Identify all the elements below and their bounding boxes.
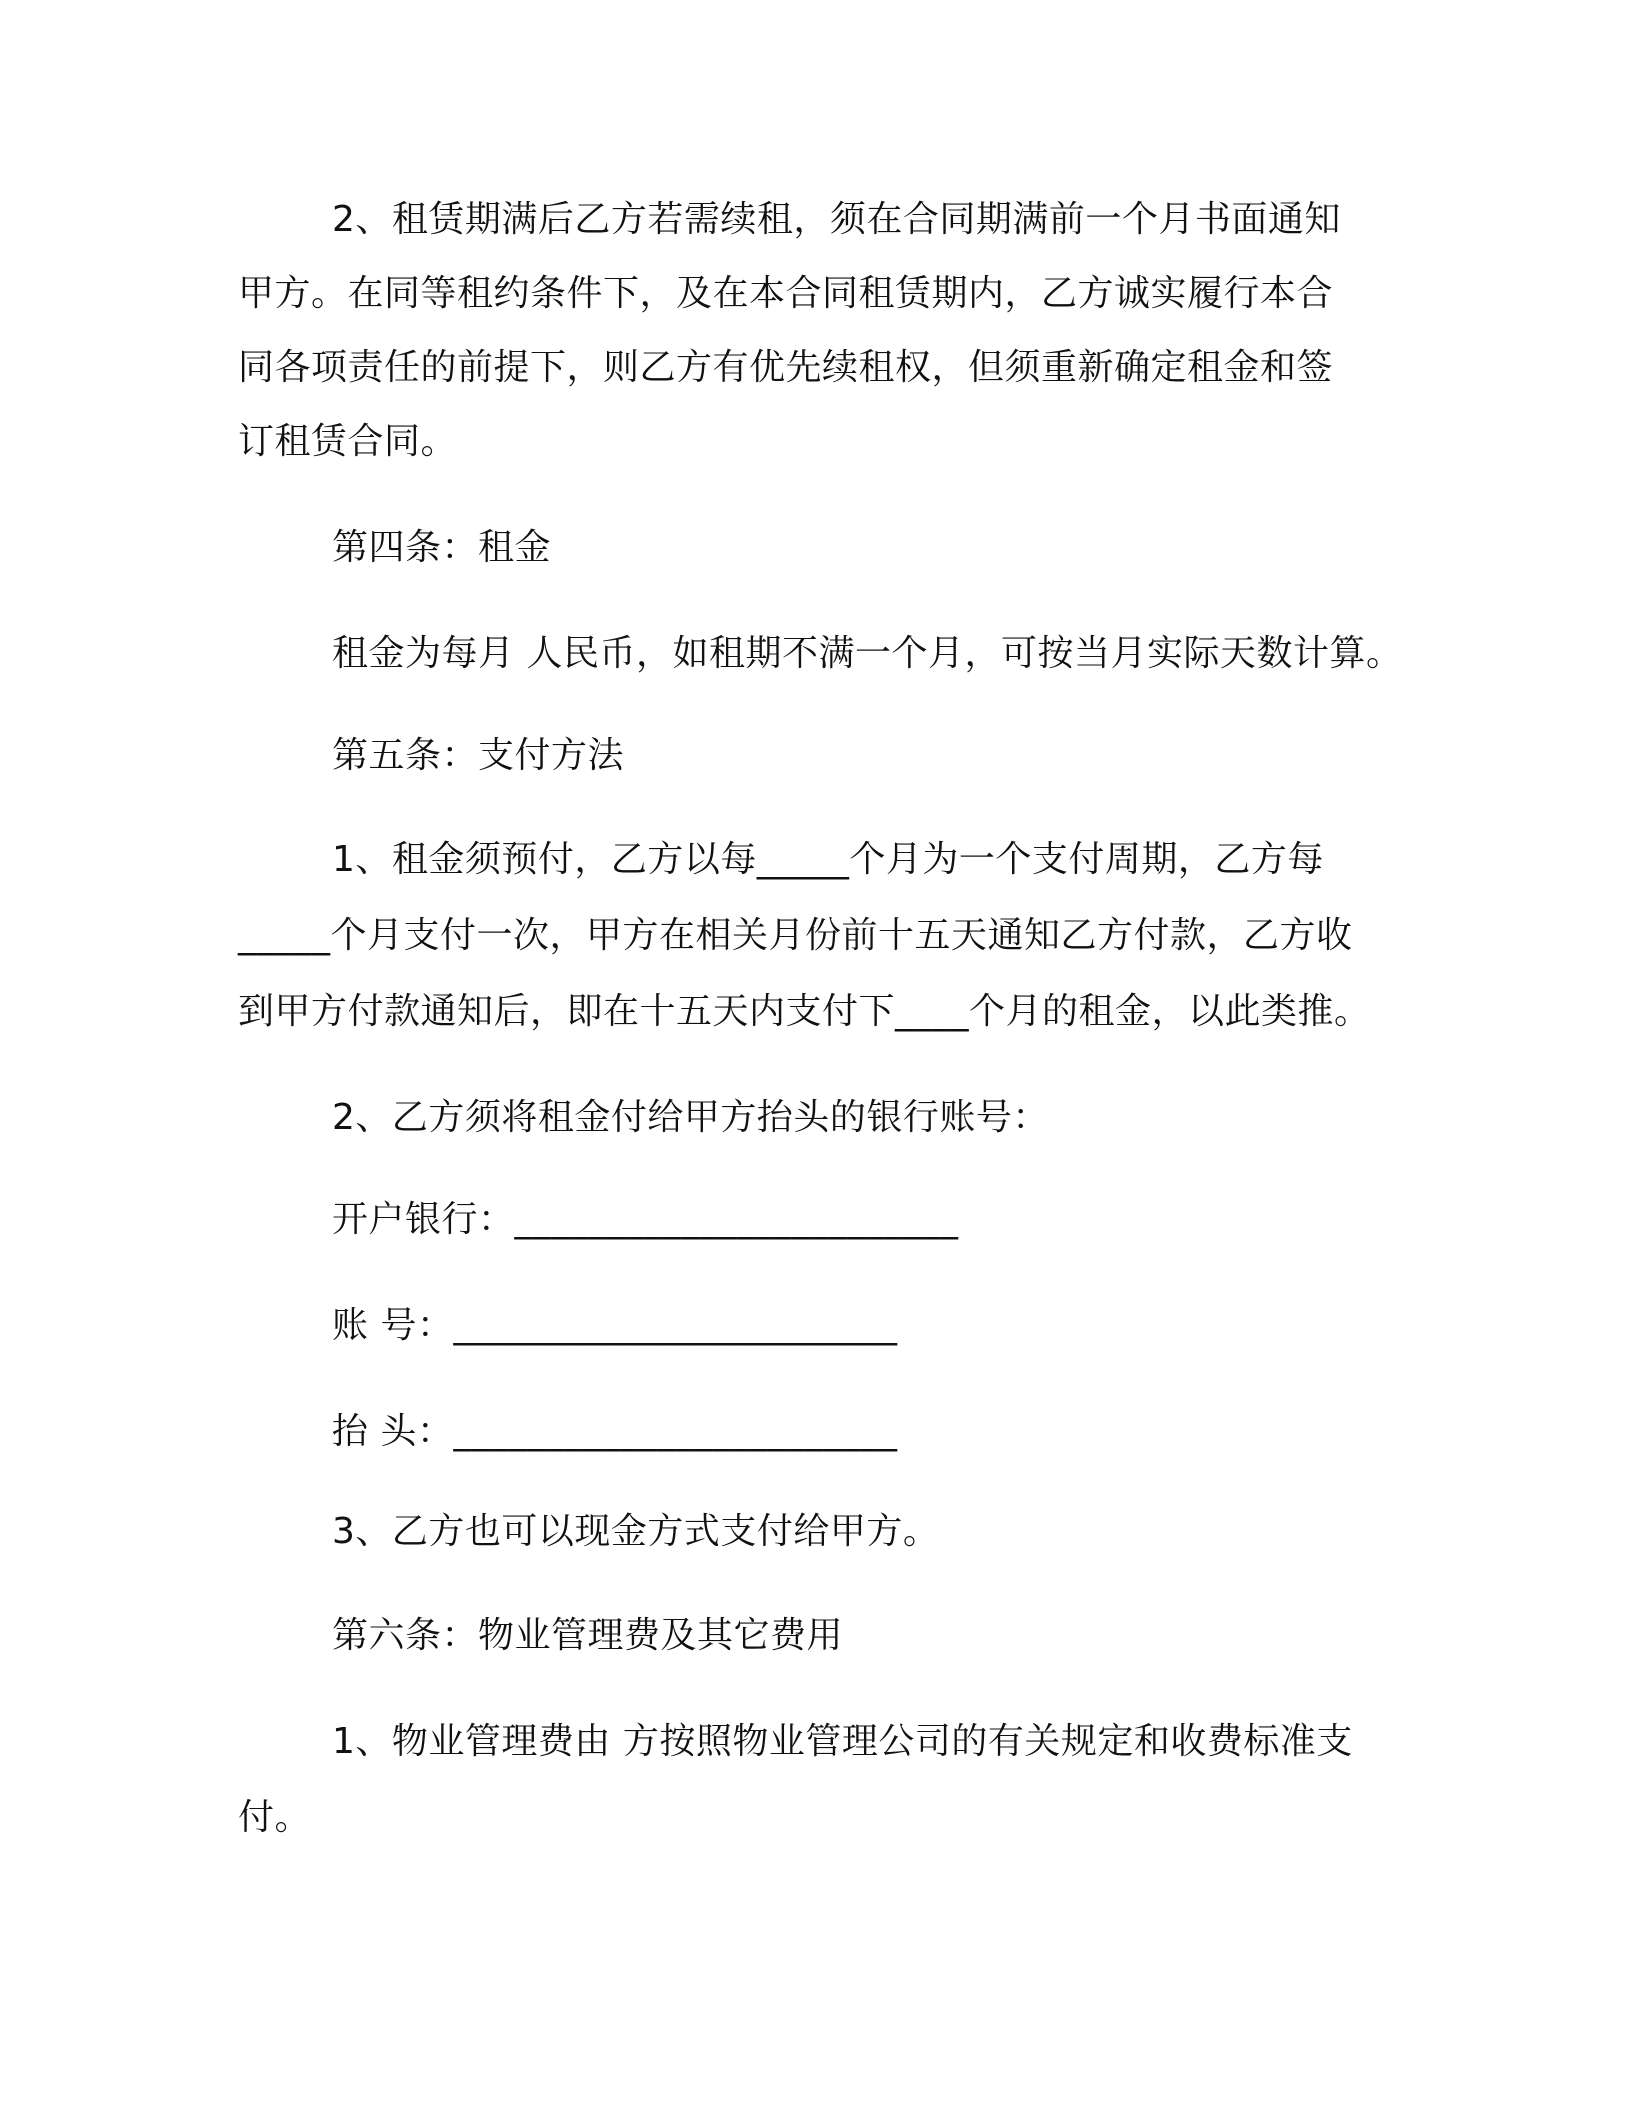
paragraph-line: 到甲方付款通知后，即在十五天内支付下____个月的租金，以此类推。 bbox=[238, 991, 1371, 1032]
paragraph-line: 付。 bbox=[238, 1797, 312, 1838]
payee-field-line: 抬 头：________________________ bbox=[332, 1411, 898, 1452]
section-heading: 第五条：支付方法 bbox=[332, 735, 625, 776]
paragraph-line: 3、乙方也可以现金方式支付给甲方。 bbox=[332, 1511, 940, 1552]
section-heading: 第六条：物业管理费及其它费用 bbox=[332, 1615, 844, 1656]
paragraph-line: 2、乙方须将租金付给甲方抬头的银行账号： bbox=[332, 1097, 1049, 1138]
section-heading: 第四条：租金 bbox=[332, 527, 552, 568]
paragraph-line: 同各项责任的前提下，则乙方有优先续租权，但须重新确定租金和签 bbox=[238, 347, 1334, 388]
paragraph-line: 租金为每月 人民币，如租期不满一个月，可按当月实际天数计算。 bbox=[332, 633, 1403, 674]
account-field-line: 账 号：________________________ bbox=[332, 1305, 898, 1346]
paragraph-line: 1、物业管理费由 方按照物业管理公司的有关规定和收费标准支 bbox=[332, 1721, 1353, 1762]
bank-field-line: 开户银行：________________________ bbox=[332, 1199, 959, 1240]
paragraph-line: 2、租赁期满后乙方若需续租，须在合同期满前一个月书面通知 bbox=[332, 199, 1341, 240]
paragraph-line: 甲方。在同等租约条件下，及在本合同租赁期内，乙方诚实履行本合 bbox=[238, 273, 1334, 314]
paragraph-line: _____个月支付一次，甲方在相关月份前十五天通知乙方付款，乙方收 bbox=[238, 915, 1353, 956]
paragraph-line: 1、租金须预付，乙方以每_____个月为一个支付周期，乙方每 bbox=[332, 839, 1324, 880]
paragraph-line: 订租赁合同。 bbox=[238, 421, 458, 462]
